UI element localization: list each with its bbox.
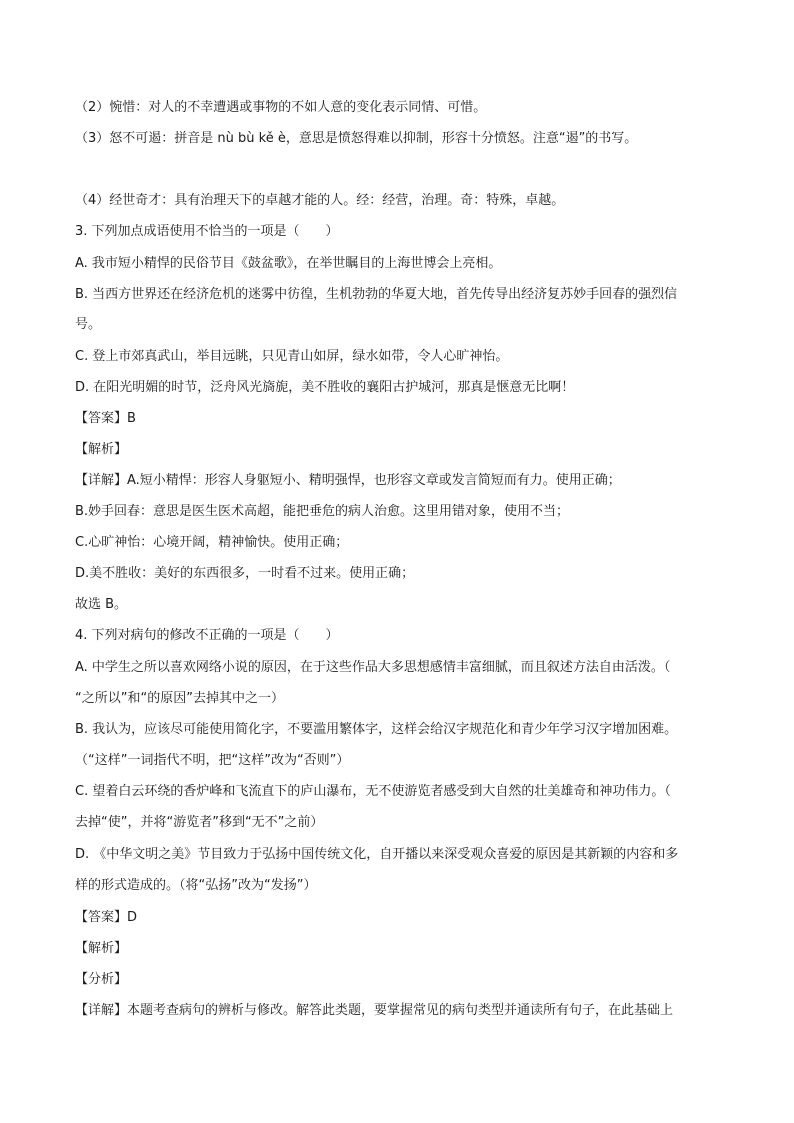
question-3-option-d: D. 在阳光明媚的时节，泛舟风光旖旎，美不胜收的襄阳古护城河，那真是惬意无比啊！	[75, 380, 575, 395]
question-4-analysis-label: 【解析】	[75, 941, 128, 956]
note-4-text: （4）经世奇才：具有治理天下的卓越才能的人。经：经营，治理。奇：特殊，卓越。	[75, 193, 565, 208]
question-3-detail-c: C.心旷神怡：心境开阔，精神愉快。使用正确；	[75, 535, 349, 550]
question-4-option-a: A. 中学生之所以喜欢网络小说的原因，在于这些作品大多思想感情丰富细腻，而且叙述方法自由活泼。（	[75, 660, 671, 675]
question-4-option-a-cont: “之所以”和“的原因”去掉其中之一）	[75, 691, 284, 706]
question-3-detail-b: B.妙手回春：意思是医生医术高超，能把垂危的病人治愈。这里用错对象，使用不当；	[75, 504, 570, 519]
question-3-option-a: A. 我市短小精悍的民俗节目《鼓盆歌》，在举世瞩目的上海世博会上亮相。	[75, 256, 502, 271]
question-4-option-c: C. 望着白云环绕的香炉峰和飞流直下的庐山瀑布，无不使游览者感受到大自然的壮美雄奇和神功伟力。（	[75, 784, 671, 799]
question-3-analysis-label: 【解析】	[75, 442, 128, 457]
question-3-detail-d: D.美不胜收：美好的东西很多，一时看不过来。使用正确；	[75, 566, 415, 581]
question-3-option-c: C. 登上市郊真武山，举目远眺，只见青山如屏，绿水如带，令人心旷神怡。	[75, 349, 509, 364]
question-4-option-d-cont: 样的形式造成的。（将“弘扬”改为“发扬”）	[75, 878, 317, 893]
question-4-option-d: D. 《中华文明之美》节目致力于弘扬中国传统文化，自开播以来深受观众喜爱的原因是其新颖的内容和多	[75, 847, 679, 862]
question-3-detail-a: 【详解】A.短小精悍：形容人身躯短小、精明强悍，也形容文章或发言简短而有力。使用正确；	[75, 473, 621, 488]
question-4-detail: 【详解】本题考查病句的辨析与修改。解答此类题，要掌握常见的病句类型并通读所有句子，在此基础上	[75, 1003, 674, 1018]
question-3-option-b-cont: 号。	[75, 317, 102, 332]
question-4-title: 4. 下列对病句的修改不正确的一项是（ ）	[75, 628, 339, 643]
question-3-conclusion: 故选 B。	[75, 597, 128, 612]
question-4-option-b: B. 我认为，应该尽可能使用简化字，不要滥用繁体字，这样会给汉字规范化和青少年学习汉字增加困难。	[75, 722, 678, 737]
question-4-option-c-cont: 去掉“使”，并将“游览者”移到“无不”之前）	[75, 815, 324, 830]
question-3-answer: 【答案】B	[75, 411, 136, 426]
question-4-answer: 【答案】D	[75, 910, 138, 925]
question-3-option-b: B. 当西方世界还在经济危机的迷雾中彷徨，生机勃勃的华夏大地，首先传导出经济复苏妙手回春的强烈信	[75, 287, 678, 302]
note-3-text: （3）怒不可遏：拼音是 nù bù kě è，意思是愤怒得难以抑制，形容十分愤怒。注意“遏”的书写。	[75, 131, 638, 146]
question-4-option-b-cont: （“这样”一词指代不明，把“这样”改为“否则”）	[75, 753, 350, 768]
note-2-text: （2）惋惜：对人的不幸遭遇或事物的不如人意的变化表示同情、可惜。	[75, 100, 487, 115]
question-4-fenxi-label: 【分析】	[75, 972, 128, 987]
question-3-title: 3. 下列加点成语使用不恰当的一项是（ ）	[75, 224, 339, 239]
